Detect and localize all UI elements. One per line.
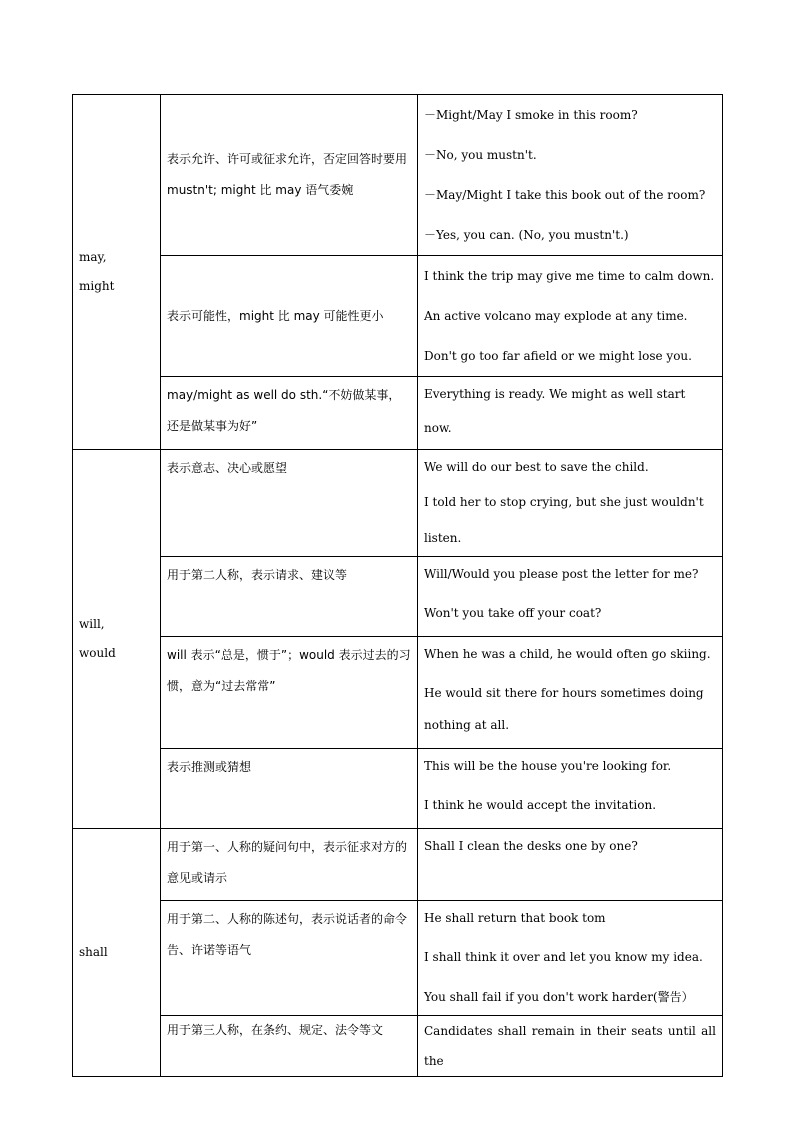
modal-word: might xyxy=(79,279,115,293)
example-sentence: I think the trip may give me time to calm down. xyxy=(424,269,715,283)
modal-word-cell xyxy=(73,450,161,829)
example-sentence: You shall fail if you don't work harder(警告） xyxy=(424,990,694,1004)
table-row xyxy=(73,95,723,256)
example-sentence: He would sit there for hours sometimes doing nothing at all. xyxy=(424,686,704,732)
examples-cell xyxy=(418,901,723,1016)
usage-text: 用于第二、人称的陈述句，表示说话者的命令告、许诺等语气 xyxy=(167,912,408,957)
table-row xyxy=(73,749,723,829)
modal-word: will, xyxy=(79,617,105,631)
usage-cell xyxy=(161,95,418,256)
usage-cell xyxy=(161,901,418,1016)
usage-cell xyxy=(161,1016,418,1077)
table-row xyxy=(73,450,723,557)
examples-cell xyxy=(418,749,723,829)
example-sentence: Will/Would you please post the letter for me? xyxy=(424,567,699,581)
table-row xyxy=(73,637,723,749)
usage-cell xyxy=(161,637,418,749)
table-row xyxy=(73,256,723,377)
usage-text: 表示允许、许可或征求允许，否定回答时要用 mustn't; might 比 may 语气委婉 xyxy=(167,152,408,197)
example-sentence: －May/Might I take this book out of the room? xyxy=(424,188,706,202)
usage-cell xyxy=(161,256,418,377)
modal-word-cell xyxy=(73,95,161,450)
usage-cell xyxy=(161,749,418,829)
examples-cell xyxy=(418,450,723,557)
example-sentence: I shall think it over and let you know my idea. xyxy=(424,950,703,964)
example-sentence: I told her to stop crying, but she just wouldn't listen. xyxy=(424,495,704,545)
usage-text: 用于第二人称，表示请求、建议等 xyxy=(167,568,348,582)
examples-cell xyxy=(418,557,723,637)
usage-text: 用于第一、人称的疑问句中，表示征求对方的意见或请示 xyxy=(167,840,408,885)
modal-word: may, xyxy=(79,250,107,264)
usage-text: 表示推测或猜想 xyxy=(167,760,252,774)
example-sentence: He shall return that book tom xyxy=(424,911,606,925)
examples-cell xyxy=(418,637,723,749)
modal-word-cell xyxy=(73,829,161,1077)
usage-cell xyxy=(161,377,418,450)
example-sentence: －Yes, you can. (No, you mustn't.) xyxy=(424,228,629,242)
example-sentence: I think he would accept the invitation. xyxy=(424,798,657,812)
example-sentence: Don't go too far afield or we might lose you. xyxy=(424,349,692,363)
examples-cell xyxy=(418,95,723,256)
usage-text: 表示意志、决心或愿望 xyxy=(167,461,288,475)
modal-verbs-table xyxy=(72,94,723,1077)
table-row xyxy=(73,1016,723,1077)
examples-cell xyxy=(418,256,723,377)
modal-word: shall xyxy=(79,945,108,959)
usage-cell xyxy=(161,829,418,901)
example-sentence: Candidates shall remain in their seats until all the xyxy=(424,1024,716,1068)
modal-word: would xyxy=(79,646,116,660)
usage-text: 用于第三人称，在条约、规定、法令等文 xyxy=(167,1023,384,1037)
usage-cell xyxy=(161,450,418,557)
example-sentence: Won't you take off your coat? xyxy=(424,606,602,620)
usage-cell xyxy=(161,557,418,637)
example-sentence: An active volcano may explode at any time. xyxy=(424,309,688,323)
table-row xyxy=(73,377,723,450)
usage-text: will 表示“总是，惯于”；would 表示过去的习惯，意为“过去常常” xyxy=(167,648,411,693)
example-sentence: When he was a child, he would often go skiing. xyxy=(424,647,711,661)
example-sentence: Everything is ready. We might as well start now. xyxy=(424,387,686,435)
example-sentence: This will be the house you're looking for. xyxy=(424,759,672,773)
table-row xyxy=(73,829,723,901)
table-row xyxy=(73,557,723,637)
example-sentence: Shall I clean the desks one by one? xyxy=(424,839,638,853)
example-sentence: －No, you mustn't. xyxy=(424,148,537,162)
usage-text: may/might as well do sth.“不妨做某事，还是做某事为好” xyxy=(167,388,401,433)
example-sentence: We will do our best to save the child. xyxy=(424,460,649,474)
examples-cell xyxy=(418,829,723,901)
examples-cell xyxy=(418,377,723,450)
examples-cell xyxy=(418,1016,723,1077)
example-sentence: －Might/May I smoke in this room? xyxy=(424,108,638,122)
usage-text: 表示可能性，might 比 may 可能性更小 xyxy=(167,308,384,323)
table-row xyxy=(73,901,723,1016)
